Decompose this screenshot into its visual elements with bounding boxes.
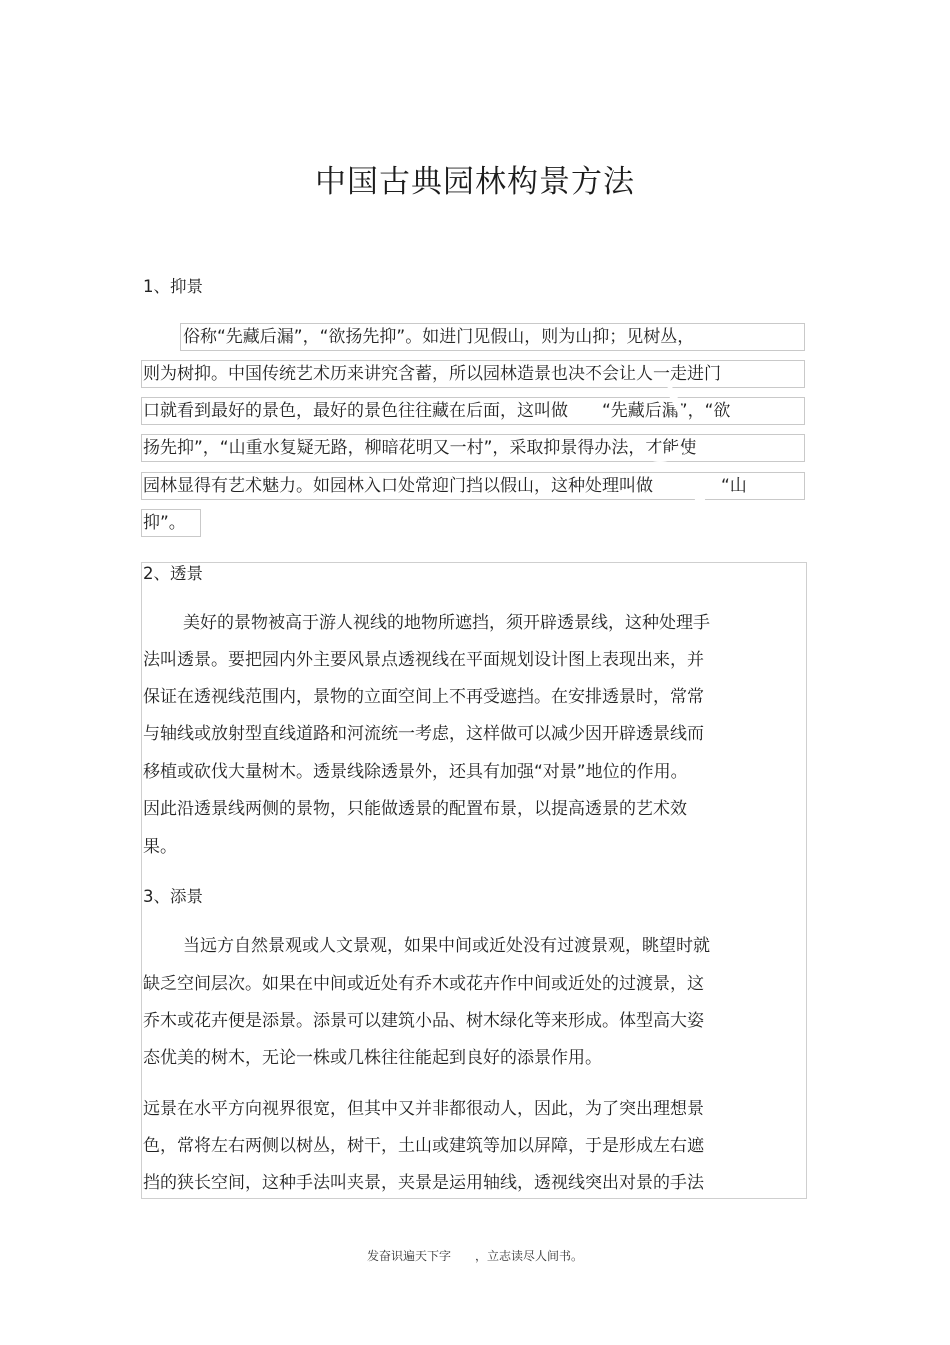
paragraph-line: 则为树抑。中国传统艺术历来讲究含蓄，所以园林造景也决不会让人一走进门 xyxy=(143,364,721,384)
paragraph-line: 因此沿透景线两侧的景物，只能做透景的配置布景，以提高透景的艺术效 xyxy=(143,799,687,819)
paragraph-line: 乔木或花卉便是添景。添景可以建筑小品、树木绿化等来形成。体型高大姿 xyxy=(143,1011,704,1031)
paragraph-line: 当远方自然景观或人文景观，如果中间或近处没有过渡景观，眺望时就 xyxy=(183,936,710,956)
paragraph-line: 缺乏空间层次。如果在中间或近处有乔木或花卉作中间或近处的过渡景，这 xyxy=(143,974,704,994)
paragraph-line: 远景在水平方向视界很宽，但其中又并非都很动人，因此，为了突出理想景 xyxy=(143,1099,704,1119)
paragraph-line: 色，常将左右两侧以树丛，树干，土山或建筑等加以屏障，于是形成左右遮 xyxy=(143,1136,704,1156)
paragraph-line: 园林显得有艺术魅力。如园林入口处常迎门挡以假山，这种处理叫做 “山 xyxy=(143,476,747,496)
page-title: 中国古典园林构景方法 xyxy=(315,164,635,200)
paragraph-line: 抑”。 xyxy=(143,513,186,533)
paragraph-line: 扬先抑”，“山重水复疑无路，柳暗花明又一村”，采取抑景得办法，才能使 xyxy=(143,438,697,458)
watermark-stamp-icon xyxy=(560,380,710,570)
paragraph-line: 美好的景物被高于游人视线的地物所遮挡，须开辟透景线，这种处理手 xyxy=(183,613,710,633)
paragraph-line: 态优美的树木，无论一株或几株往往能起到良好的添景作用。 xyxy=(143,1048,602,1068)
section-heading-1: 1、抑景 xyxy=(143,277,203,296)
paragraph-line: 与轴线或放射型直线道路和河流统一考虑，这样做可以减少因开辟透景线而 xyxy=(143,724,704,744)
paragraph-line: 法叫透景。要把园内外主要风景点透视线在平面规划设计图上表现出来，并 xyxy=(143,650,704,670)
page-footer: 发奋识遍天下字 ，立志读尽人间书。 xyxy=(366,1249,583,1263)
paragraph-line: 口就看到最好的景色，最好的景色往往藏在后面，这叫做 “先藏后漏”，“欲 xyxy=(143,401,731,421)
paragraph-line: 挡的狭长空间，这种手法叫夹景，夹景是运用轴线，透视线突出对景的手法 xyxy=(143,1173,704,1193)
paragraph-line: 保证在透视线范围内，景物的立面空间上不再受遮挡。在安排透景时，常常 xyxy=(143,687,704,707)
paragraph-line: 移植或砍伐大量树木。透景线除透景外，还具有加强“对景”地位的作用。 xyxy=(143,762,688,782)
paragraph-line: 果。 xyxy=(143,837,177,857)
paragraph-line: 俗称“先藏后漏”，“欲扬先抑”。如进门见假山，则为山抑；见树丛， xyxy=(183,327,695,347)
section-heading-2: 2、透景 xyxy=(143,564,203,583)
section-heading-3: 3、添景 xyxy=(143,887,203,906)
